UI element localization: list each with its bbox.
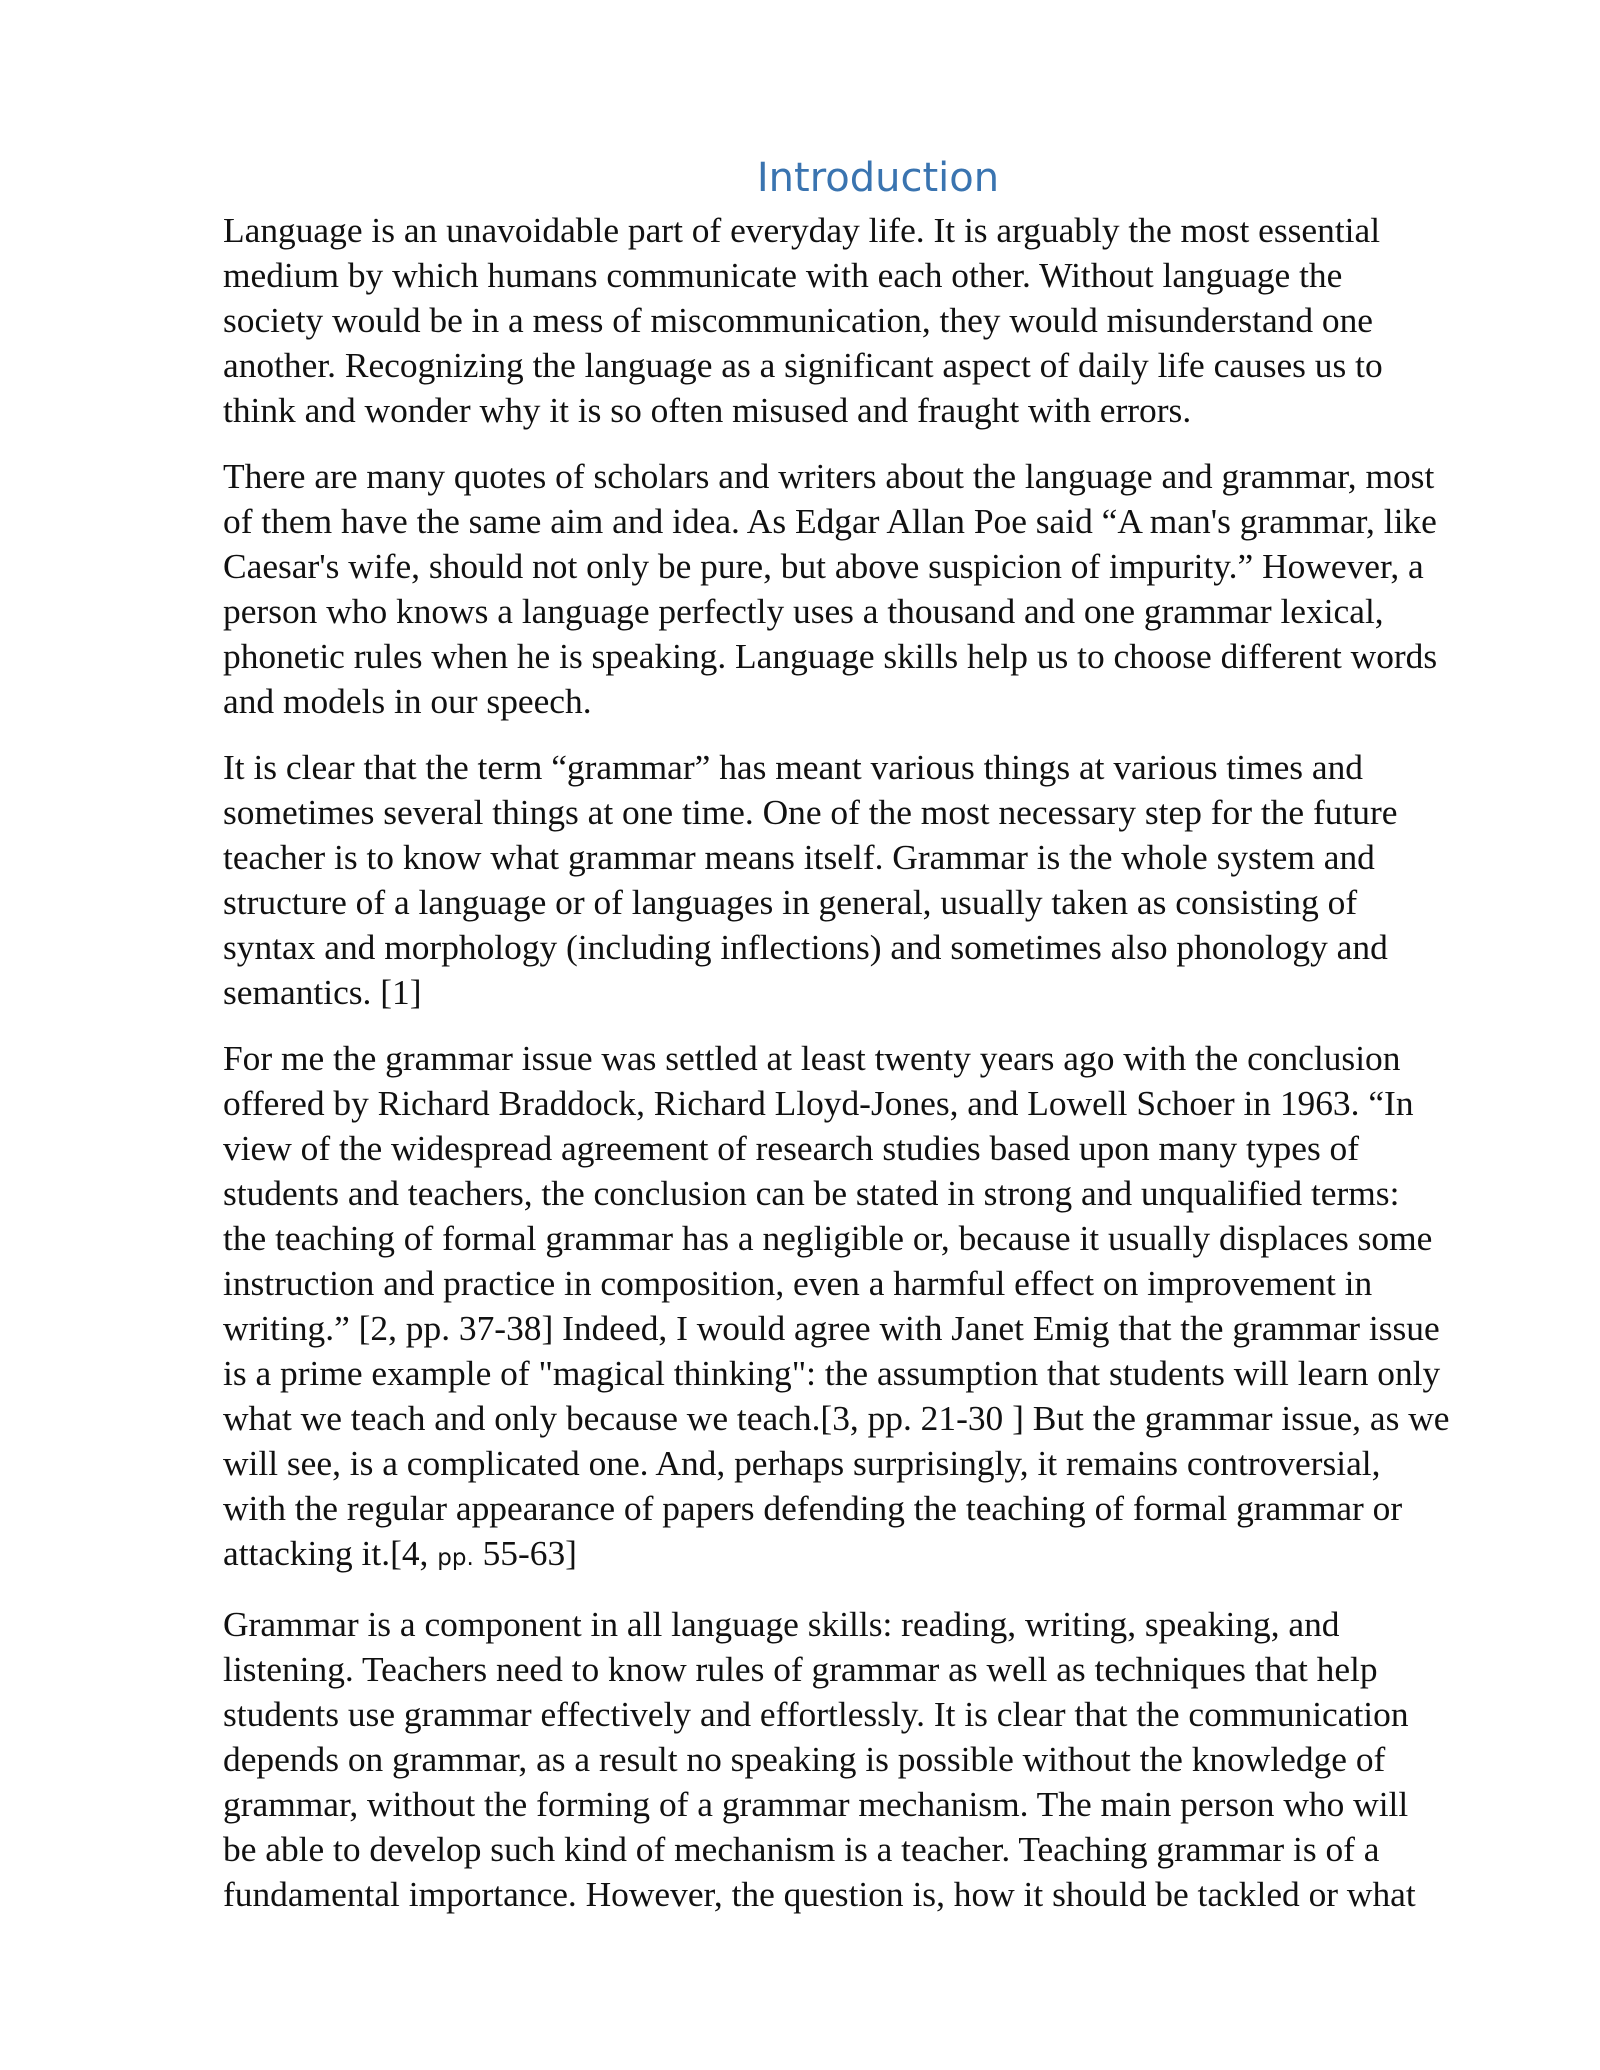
- citation-prefix: attacking it.[4,: [223, 1533, 438, 1573]
- text-line: of them have the same aim and idea. As Edgar Allan Poe said “A man's grammar, like: [223, 501, 1437, 541]
- text-line: structure of a language or of languages in general, usually taken as consisting of: [223, 882, 1358, 922]
- text-line: offered by Richard Braddock, Richard Lloyd-Jones, and Lowell Schoer in 1963. “In: [223, 1083, 1414, 1123]
- paragraph-3: [223, 745, 1503, 1015]
- text-line: Caesar's wife, should not only be pure, but above suspicion of impurity.” However, a: [223, 546, 1424, 586]
- text-line: writing.” [2, pp. 37-38] Indeed, I would agree with Janet Emig that the grammar issue: [223, 1308, 1440, 1348]
- text-line: There are many quotes of scholars and writers about the language and grammar, most: [223, 456, 1435, 496]
- text-line: syntax and morphology (including inflections) and sometimes also phonology and: [223, 927, 1388, 967]
- text-line: is a prime example of "magical thinking": the assumption that students will learn only: [223, 1353, 1441, 1393]
- text-line: another. Recognizing the language as a significant aspect of daily life causes us to: [223, 345, 1383, 385]
- text-line: with the regular appearance of papers defending the teaching of formal grammar or: [223, 1488, 1403, 1528]
- paragraph-2: [223, 454, 1503, 724]
- text-line: think and wonder why it is so often misused and fraught with errors.: [223, 390, 1192, 430]
- text-line: It is clear that the term “grammar” has meant various things at various times and: [223, 747, 1364, 787]
- text-line: will see, is a complicated one. And, perhaps surprisingly, it remains controversial,: [223, 1443, 1381, 1483]
- text-line: sometimes several things at one time. One of the most necessary step for the future: [223, 792, 1398, 832]
- text-line: instruction and practice in composition, even a harmful effect on improvement in: [223, 1263, 1373, 1303]
- text-line: person who knows a language perfectly uses a thousand and one grammar lexical,: [223, 591, 1384, 631]
- section-heading: Introduction: [756, 155, 1000, 201]
- text-line: society would be in a mess of miscommunication, they would misunderstand one: [223, 300, 1374, 340]
- text-line: Language is an unavoidable part of everyday life. It is arguably the most essential: [223, 210, 1381, 250]
- text-line: be able to develop such kind of mechanism is a teacher. Teaching grammar is of a: [223, 1829, 1380, 1869]
- text-line: what we teach and only because we teach.[3, pp. 21-30 ] But the grammar issue, as we: [223, 1398, 1450, 1438]
- document-content: [223, 150, 1503, 1938]
- text-line: medium by which humans communicate with each other. Without language the: [223, 255, 1343, 295]
- text-line-citation: [223, 1531, 1503, 1581]
- text-line: depends on grammar, as a result no speaking is possible without the knowledge of: [223, 1739, 1386, 1779]
- citation-pages-abbrev: pp.: [437, 1545, 474, 1571]
- text-line: teacher is to know what grammar means itself. Grammar is the whole system and: [223, 837, 1375, 877]
- text-line: Grammar is a component in all language skills: reading, writing, speaking, and: [223, 1604, 1340, 1644]
- paragraph-4: [223, 1036, 1503, 1581]
- text-line: listening. Teachers need to know rules of grammar as well as techniques that help: [223, 1649, 1378, 1689]
- text-line: and models in our speech.: [223, 681, 592, 721]
- paragraph-1: [223, 208, 1503, 433]
- text-line: view of the widespread agreement of research studies based upon many types of: [223, 1128, 1360, 1168]
- citation-suffix: 55-63]: [473, 1533, 577, 1573]
- text-line: students and teachers, the conclusion can be stated in strong and unqualified terms:: [223, 1173, 1400, 1213]
- paragraph-5: [223, 1602, 1503, 1917]
- text-line: the teaching of formal grammar has a negligible or, because it usually displaces some: [223, 1218, 1433, 1258]
- text-line: fundamental importance. However, the question is, how it should be tackled or what: [223, 1874, 1416, 1914]
- text-line: For me the grammar issue was settled at least twenty years ago with the conclusion: [223, 1038, 1401, 1078]
- text-line: phonetic rules when he is speaking. Language skills help us to choose different words: [223, 636, 1438, 676]
- text-line: grammar, without the forming of a grammar mechanism. The main person who will: [223, 1784, 1409, 1824]
- text-line: students use grammar effectively and effortlessly. It is clear that the communication: [223, 1694, 1409, 1734]
- text-line: semantics. [1]: [223, 972, 422, 1012]
